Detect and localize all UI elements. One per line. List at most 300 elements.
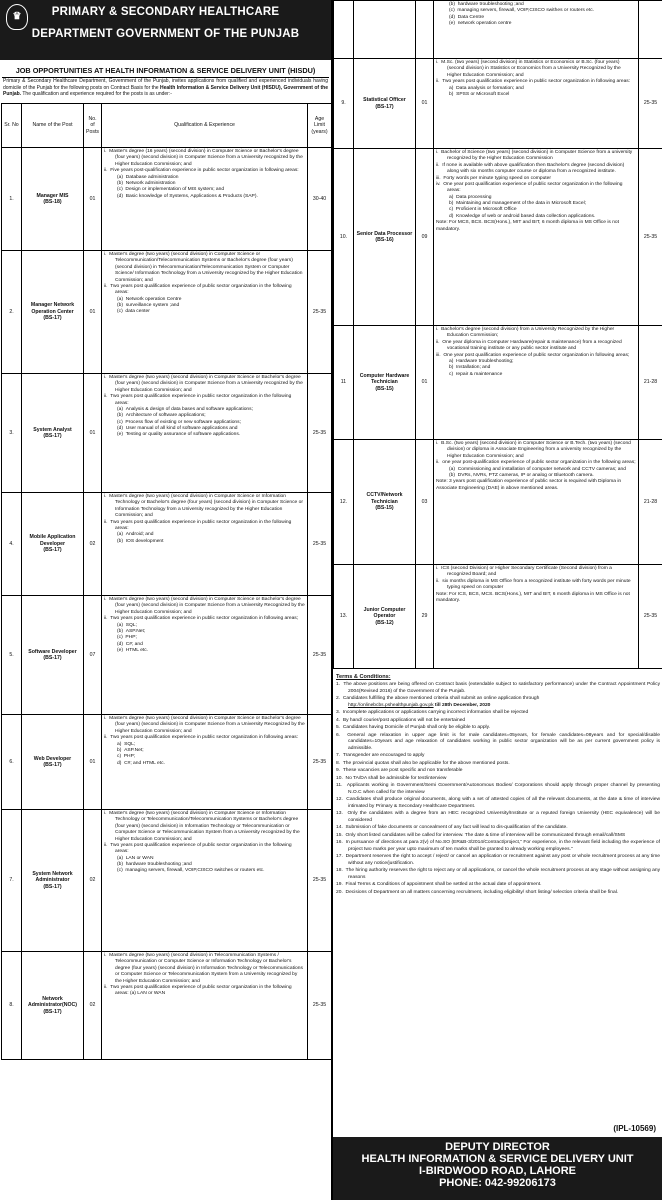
terms-heading: Terms & Conditions: [336, 674, 391, 680]
qualification-marker: (c) [117, 635, 123, 641]
qualification-marker: b) [449, 365, 454, 371]
qualification-text: SPSS or Microsoft Excel [456, 91, 510, 97]
government-emblem-icon: ♛ [6, 4, 28, 30]
qualification-list [436, 2, 636, 28]
post-scale: (BS-16) [375, 237, 394, 243]
application-link[interactable]: http://onlinebcbs.pshealthpunjab.gov.pk [348, 702, 434, 708]
qualification-text: managing servers, firewall, VOIP,CISCO switches or routers etc. [125, 868, 265, 874]
qualification-text: Note: For ICS, BCS, MCS. BCS(Hons.), MIT and BIT, 6 month diploma in MS Office is not mandatory. [436, 591, 630, 603]
qualification-item [436, 479, 636, 492]
terms-item [336, 882, 660, 888]
qualification-text: Master's degree (16 years) (second division) in Computer Science or Bachelor's degree (four years) (second division) in Computer Science from a University recognized by the Higher Education Commission; and [109, 149, 303, 167]
qualification-text: C#; and HTML etc. [124, 760, 165, 766]
row-qualification [434, 59, 639, 149]
qualification-marker: i. [436, 566, 439, 571]
row-post-cell [22, 148, 84, 251]
terms-number: 10. [336, 775, 343, 781]
post-name: Senior Data Processor [356, 230, 413, 237]
table-row [2, 810, 332, 952]
qualification-text: Master's degree (two years) (second division) in Telecommunication Systems / Telecommunication or Computer Science or Information Technology or Bachelor's degree (four years) (second division) in Information Technology or Telecommunications or Computer Science or Telecommunication System from a University recognized by the Higher Education Commission; and [109, 953, 303, 984]
qualification-text: Two years post qualification experience of public sector organization in the following areas: (a) LAN or WAN [110, 984, 292, 997]
row-post-cell [354, 1, 416, 59]
qualification-marker: ii. [104, 519, 108, 525]
terms-item [336, 725, 660, 731]
post-scale: (BS-15) [375, 505, 394, 512]
footer-line-3: I-BIRDWOOD ROAD, LAHORE [418, 1165, 577, 1178]
row-posts-count: 02 [84, 810, 102, 952]
row-sr-number [334, 1, 354, 59]
table-row [334, 440, 662, 565]
row-sr-number: 9. [334, 59, 354, 149]
qualification-text: One year post qualification experience of public sector organization in the following areas: [443, 181, 623, 194]
qualification-marker: (b) [117, 413, 123, 419]
terms-item [336, 840, 660, 853]
qualification-text: Analysis & design of data bases and software applications; [125, 406, 253, 412]
qualification-marker: (d) [117, 193, 123, 199]
qualification-text: repair & maintenance [455, 371, 503, 377]
terms-number: 6. [336, 732, 341, 738]
row-qualification [102, 810, 308, 952]
table-row [2, 952, 332, 1060]
qualification-list [436, 441, 636, 492]
footer-line-4: PHONE: 042-99206173 [439, 1177, 556, 1190]
row-age-limit [639, 1, 662, 59]
terms-item [336, 797, 660, 810]
qualification-item [436, 220, 636, 233]
qualification-text: Design or implementation of MIS system; and [125, 187, 225, 193]
qualification-marker: i. [436, 441, 439, 446]
terms-text: General age relaxation in upper age limit is for male candidates=05years, for female candidates=08years and for special/disable candidates=10years and age relaxation of candidates working in public sector organization will be as per current government policy is admissible. [347, 732, 661, 751]
post-name: Web Developer [33, 755, 72, 762]
qualification-item [104, 597, 305, 616]
terms-item [336, 854, 660, 867]
terms-number: 16. [336, 840, 343, 846]
post-name: System Network Administrator [32, 870, 73, 884]
qualification-marker: c) [449, 207, 454, 213]
qualification-text: Note: 3 years post qualification experience of public sector is required with Diploma in Associate Engineering (DAE) in above mentioned areas. [436, 479, 622, 491]
header-banner [0, 0, 331, 60]
qualification-marker: i. [104, 716, 107, 721]
qualification-list [436, 566, 636, 604]
qualification-marker: i. [104, 494, 107, 499]
qualification-text: Note: For MCS, BCS. BCS(Hons.), MIT and BIT, 6 month diploma in MS Office is not mandatory. [436, 220, 620, 232]
qualification-marker: d) [449, 213, 454, 219]
qualification-item [436, 592, 636, 605]
qualification-list [104, 716, 305, 767]
row-sr-number: 3. [2, 374, 22, 493]
row-posts-count: 29 [416, 565, 434, 669]
qualification-list [104, 375, 305, 439]
qualification-marker: i. [104, 597, 107, 602]
terms-number: 5. [336, 725, 341, 731]
qualification-item [436, 340, 636, 353]
qualification-text: SQL; [124, 741, 136, 747]
terms-text: Department reserves the right to accept / reject/ or cancel an application or recruitment against any post or whole recruitment process at any time without any notice/justification. [345, 854, 661, 866]
row-age-limit: 25-35 [308, 715, 332, 810]
terms-number: 11. [336, 783, 343, 789]
table-row [2, 596, 332, 715]
table-row [2, 148, 332, 251]
terms-text: The hiring authority reserves the right to reject any or all applications, or cancel the whole recruitment process at any stage without assigning any reasons [345, 868, 661, 880]
terms-conditions [336, 674, 660, 897]
terms-text: Only the candidates with a degree from an HEC recognized University/Institute or a reputed foreign University (HEC equivalence) will be considered [347, 811, 660, 823]
terms-text: Only short listed candidates will be called for interview. The date & time of interview will be communicated through email/call/SMS [345, 832, 626, 838]
terms-number: 14. [336, 825, 343, 831]
qualification-text: Two years post qualification experience of public sector organization in the following areas: [110, 283, 292, 296]
post-name: Statistical Officer [363, 97, 406, 103]
qualification-marker: c) [449, 371, 454, 377]
qualification-marker: (c) [117, 419, 123, 425]
qualification-text: Two years post qualification experience in public sector organization in following areas: [442, 79, 631, 85]
qualification-text: ASP.Net; [125, 628, 146, 634]
deadline-text: till 28th December, 2020 [433, 702, 491, 708]
qualification-item [104, 394, 305, 407]
row-qualification [102, 251, 308, 374]
terms-number: 8. [336, 760, 341, 766]
qualification-text: network operation centre [457, 21, 512, 27]
row-age-limit: 25-35 [308, 493, 332, 596]
qualification-text: Two years post qualification experience in public sector organization in following areas; [110, 616, 299, 622]
qualification-marker: i. [104, 375, 107, 380]
table-row [2, 374, 332, 493]
header-age: Age Limit (years) [308, 104, 332, 148]
qualification-item [436, 60, 636, 79]
qualification-text: Data analysis or formation; and [456, 85, 524, 91]
table-row [334, 59, 662, 149]
qualification-item [436, 372, 636, 378]
footer-line-1: DEPUTY DIRECTOR [445, 1141, 550, 1153]
terms-number: 1. [336, 682, 341, 688]
terms-text: Candidates shall produce original documents, along with a set of attested copies of all the relevant documents, at the date & time of interview intimated by Primary & Secondary Healthcare Department. [346, 797, 661, 809]
qualification-text: hardware troubleshooting ;and [457, 2, 524, 7]
qualification-item [104, 761, 305, 767]
terms-item [336, 761, 660, 767]
qualification-text: Data processing [456, 194, 492, 200]
terms-item [336, 682, 660, 695]
qualification-list [104, 597, 305, 654]
qualification-marker: (c) [117, 309, 123, 315]
qualification-text: Hardware troubleshooting; [456, 358, 514, 364]
qualification-text: Two years post qualification experience in public sector organization in following areas: [110, 735, 299, 741]
terms-text: These vacancies are post specific and non transferable [342, 768, 463, 774]
qualification-marker: (e) [449, 21, 455, 27]
post-scale: (BS-17) [43, 883, 62, 890]
row-posts-count: 02 [84, 952, 102, 1060]
terms-item [336, 696, 660, 709]
intro-text-1: Primary & Secondary Healthcare Department, Government of the Punjab, invites applications from qualified and experienced individuals having domicile of the Punjab for the following posts on Contract Basis for the [3, 78, 328, 91]
qualification-marker: c) [117, 754, 122, 760]
row-qualification [102, 952, 308, 1060]
row-post-cell [22, 715, 84, 810]
qualification-text: managing servers, firewall, VOIP,CISCO swithes or routers etc. [457, 8, 595, 14]
row-posts-count: 09 [416, 149, 434, 326]
terms-text: Transgender are encouraged to apply [342, 753, 425, 759]
table-row [334, 565, 662, 669]
qualification-list [104, 252, 305, 316]
terms-number: 20. [336, 889, 343, 895]
post-scale: (BS-17) [43, 1008, 62, 1015]
terms-item [336, 753, 660, 759]
post-scale: (BS-17) [375, 103, 394, 110]
qualification-item [104, 985, 305, 998]
row-post-cell [354, 565, 416, 669]
row-qualification [434, 440, 639, 565]
qualification-marker: i. [104, 149, 107, 154]
row-qualification [434, 565, 639, 669]
qualification-marker: (b) [117, 538, 123, 544]
terms-text: Applicants working in Government/Semi Government/Autonomous Bodies/ Corporations should apply through proper channel by presenting N.O.C when called for the interview [346, 783, 660, 795]
qualification-marker: i. [104, 811, 107, 816]
qualification-text: hardware troubleshooting ;and [125, 862, 192, 867]
qualification-text: C#; and [125, 641, 143, 647]
qualification-marker: (a) [117, 296, 123, 302]
qualification-text: LAN or WAN [125, 855, 154, 861]
row-posts-count: 01 [416, 59, 434, 149]
post-scale: (BS-18) [43, 199, 62, 205]
qualification-marker: (b) [449, 2, 455, 7]
qualification-item [104, 432, 305, 438]
qualification-text: Master's degree (two years) (second division) in Computer Science or Information Technology or Telecommunication/Telecommunication Systems or Bachelor's degree (four years) (second division) in Information Technology or Telecommunication or Computer Science or Telecommunication System from a University recognized by the Higher Education Commission; and [109, 811, 300, 842]
row-qualification [102, 374, 308, 493]
qualification-text: Architecture of software applications; [125, 413, 206, 419]
qualification-text: Installation; and [456, 365, 491, 371]
qualification-list [436, 60, 636, 98]
terms-text: Incomplete applications or applications carrying incorrect information shall be rejected [342, 710, 529, 716]
qualification-text: Knowledge of web or android based data collection applications. [456, 213, 596, 219]
qualification-item [104, 284, 305, 297]
header-sr: Sr. No [2, 104, 22, 148]
qualification-marker: a) [449, 85, 454, 91]
qualification-item [104, 375, 305, 394]
footer-banner [333, 1137, 662, 1200]
terms-text: No TA/DA shall be admissible for test/interview [345, 775, 447, 781]
row-qualification [102, 715, 308, 810]
qualification-marker: a) [449, 358, 454, 364]
terms-text: By hand/ courier/post applications will not be entertained [342, 717, 466, 723]
row-post-cell [22, 596, 84, 715]
terms-number: 17. [336, 854, 343, 860]
qualification-text: Master's degree (two years) (second division) in Computer Science or Telecommunication/Telecommunication Systems or Bachelor's degree (four years) (second division) in Telecommunication/Telecommunication System or Computer Science/ Information Technology from a University recognized by the Higher Education Commission; and [109, 252, 303, 283]
table-row [2, 715, 332, 810]
qualification-marker: (a) [117, 622, 123, 628]
qualification-marker: b) [449, 201, 454, 206]
qualification-text: One year diploma in Computer Hardware(repair & maintenance) from a recognized vocational training institute or any public sector institute and [442, 339, 622, 352]
intro-bold: Health Information & Service Delivery Unit (HISDU), Government of the Punjab. [3, 84, 328, 97]
row-age-limit: 25-35 [308, 374, 332, 493]
qualification-marker: ii. [104, 283, 108, 289]
table-row [334, 326, 662, 440]
qualification-text: SQL; [125, 622, 137, 628]
qualification-text: Android; and [125, 532, 154, 538]
qualification-text: Basic knowledge of Systems, Applications & Products (SAP). [125, 193, 258, 199]
row-qualification [102, 596, 308, 715]
qualification-marker: a) [449, 194, 454, 200]
qualification-text: Five years post-qualification experience in public sector organization in following areas: [110, 168, 299, 174]
terms-number: 4. [336, 717, 341, 723]
qualification-marker: ii. [436, 79, 440, 85]
row-sr-number: 10. [334, 149, 354, 326]
post-name: Mobile Application Developer [29, 534, 76, 547]
terms-item [336, 768, 660, 774]
qualification-item [104, 520, 305, 533]
qualification-item [436, 150, 636, 163]
qualification-item [104, 843, 305, 856]
terms-text: The provincial quotas shall also be applicable for the above mentioned posts. [342, 760, 510, 766]
row-post-cell [22, 810, 84, 952]
qualification-marker: (c) [449, 8, 455, 14]
qualification-marker: (b) [117, 180, 123, 186]
post-name: Software Developer [28, 648, 77, 655]
qualification-text: Database administration [125, 174, 179, 180]
qualification-text: Bachelor of Science (two years) (second division) in Computer Science from a university recognized by the Higher Education Commission [441, 150, 633, 162]
terms-number: 18. [336, 868, 343, 874]
qualification-marker: (b) [117, 628, 123, 634]
posts-table-right [333, 0, 662, 669]
qualification-marker: i. [436, 150, 439, 155]
row-qualification [434, 149, 639, 326]
qualification-text: PHP; [123, 754, 136, 760]
row-posts-count: 01 [416, 326, 434, 440]
terms-item [336, 733, 660, 752]
qualification-marker: iv. [436, 181, 441, 187]
qualification-marker: ii. [104, 616, 108, 622]
row-post-cell [354, 440, 416, 565]
intro-paragraph [3, 78, 328, 98]
qualification-marker: iii. [436, 352, 441, 358]
terms-text: Candidates having Domicile of Punjab shall only be eligible to apply. [342, 725, 491, 731]
qualification-item [436, 92, 636, 98]
table-row [334, 149, 662, 326]
qualification-marker: (a) [117, 532, 123, 538]
row-age-limit: 25-35 [308, 596, 332, 715]
qualification-text: Master's degree (two years) (second division) in Computer Science or Bachelor's degree (four years) (second division) in Computer Science from a University Recognized by the Higher Education Commission; and [109, 597, 305, 615]
qualification-text: Master's degree (two years) (second division) in Computer Science or Information Technology or Bachelor's degree (four years) (second division) in Computer Science or Information Technology from a University recognized by the Higher Education Commission; and [109, 494, 303, 519]
qualification-marker: ii. [104, 168, 108, 174]
right-column [333, 0, 662, 1200]
row-qualification [102, 493, 308, 596]
qualification-list [104, 494, 305, 545]
row-age-limit: 21-28 [639, 326, 662, 440]
qualification-text: Forty words per minute typing speed on computer [443, 175, 551, 181]
row-sr-number: 8. [2, 952, 22, 1060]
row-age-limit: 25-35 [639, 149, 662, 326]
qualification-text: Master's degree (two years) (second division) in Computer Science or Bachelor's degree (four years) (second division) in Computer Science from a University Recognized by the Higher Education Commission; and [109, 716, 305, 734]
post-scale: (BS-17) [43, 315, 62, 322]
qualification-item [104, 494, 305, 520]
row-age-limit: 25-35 [639, 59, 662, 149]
qualification-text: Bachelor's degree (second division) from a University Recognized by the Higher Education Commission; [441, 327, 615, 339]
qualification-item [104, 648, 305, 654]
qualification-text: User manual of all kind of software applications and [125, 426, 238, 431]
post-name: Manager Network Operation Center [30, 302, 75, 315]
qualification-marker: (b) [117, 303, 123, 308]
qualification-marker: ii. [104, 735, 108, 741]
ipl-number: (IPL-10569) [613, 1124, 656, 1133]
qualification-marker: (d) [449, 14, 455, 20]
qualification-text: ICS (second Division) or Higher Secondary Certificate (Second division) from a recognized Board; and [441, 566, 612, 578]
qualification-marker: i. [104, 252, 107, 257]
row-posts-count: 01 [84, 374, 102, 493]
qualification-marker: ii. [104, 394, 108, 400]
row-posts-count: 02 [84, 493, 102, 596]
terms-number: 12. [336, 797, 343, 803]
row-post-cell [22, 493, 84, 596]
qualification-marker: iii. [436, 175, 441, 181]
qualification-text: Two years post qualification experience in public sector organization in the following areas: [110, 519, 292, 531]
qualification-marker: (e) [117, 432, 123, 438]
qualification-marker: (e) [117, 648, 123, 653]
post-name: Computer Hardware Technician [359, 372, 410, 386]
table-row-continuation [334, 1, 662, 59]
terms-number: 15. [336, 832, 343, 838]
row-post-cell [354, 326, 416, 440]
qualification-text: Data Centre [457, 14, 485, 20]
qualification-text: surveillance system ;and [125, 303, 180, 308]
qualification-item [436, 182, 636, 195]
qualification-marker: (a) [117, 855, 123, 861]
qualification-list [104, 953, 305, 998]
qualification-list [436, 150, 636, 233]
qualification-list [436, 327, 636, 378]
qualification-item [104, 868, 305, 874]
row-posts-count: 07 [84, 596, 102, 715]
qualification-marker: b) [449, 91, 454, 97]
terms-number: 7. [336, 753, 341, 759]
qualification-marker: a) [117, 741, 122, 747]
qualification-marker: ii. [104, 842, 108, 848]
header-post: Name of the Post [22, 104, 84, 148]
header-line-1: PRIMARY & SECONDARY HEALTHCARE [51, 6, 280, 18]
post-name: Manager MIS [36, 192, 69, 199]
row-qualification [102, 148, 308, 251]
terms-number: 2. [336, 696, 341, 702]
table-header-row [2, 104, 332, 148]
terms-text: Submission of fake documents or concealment of any fact will lead to dis-qualification of the candidate. [345, 825, 568, 831]
row-post-cell [22, 374, 84, 493]
terms-item [336, 718, 660, 724]
qualification-marker: (b) [117, 862, 123, 867]
qualification-item [436, 21, 636, 27]
qualification-text: six months diploma in MS Office from a recognized institute with forty words per minute typing speed on computer [442, 578, 631, 591]
qualification-text: ASP.Net; [124, 747, 144, 753]
job-heading: JOB OPPORTUNITIES AT HEALTH INFORMATION & SERVICE DELIVERY UNIT (HISDU) [2, 66, 329, 78]
table-row [2, 493, 332, 596]
qualification-text: Network operation Centre [125, 296, 182, 302]
qualification-list [104, 811, 305, 875]
terms-item [336, 776, 660, 782]
qualification-item [104, 539, 305, 545]
row-age-limit: 25-35 [639, 565, 662, 669]
terms-item [336, 710, 660, 716]
row-sr-number: 7. [2, 810, 22, 952]
qualification-text: Master's degree (two years) (second division) in Computer Science or Bachelor's degree (four years) (second division) in Computer Science from a University recognized by the Higher Education Commission; and [109, 375, 303, 393]
row-sr-number: 1. [2, 148, 22, 251]
qualification-marker: (a) [449, 466, 455, 472]
qualification-item [104, 149, 305, 168]
terms-number: 3. [336, 710, 341, 716]
qualification-marker: (d) [117, 426, 123, 431]
row-age-limit: 25-35 [308, 810, 332, 952]
qualification-marker: (d) [117, 641, 123, 647]
qualification-text: Two years post qualification experience in public sector organization in the following areas: [110, 394, 292, 406]
qualification-marker: ii. [436, 578, 440, 584]
terms-item [336, 783, 660, 796]
row-age-limit: 25-35 [308, 251, 332, 374]
qualification-text: M.Sc. (two years) (second division) in Statistics or Economics or B.Sc. (four years) (second division) in Statistics or Economics from a University Recognized by the Higher Education Commission; and [441, 60, 621, 78]
qualification-text: Maintaining and management of the data in Microsoft Excel; [456, 201, 587, 206]
qualification-text: IOS development [125, 538, 164, 544]
row-posts-count: 01 [84, 251, 102, 374]
